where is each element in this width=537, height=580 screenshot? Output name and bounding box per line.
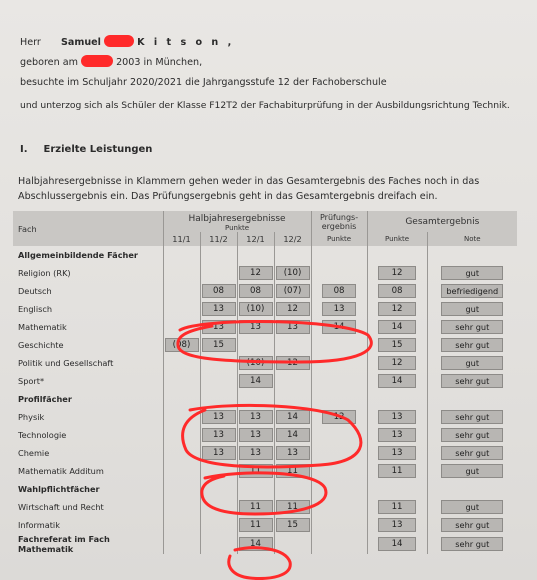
grade-note: sehr gut bbox=[441, 410, 503, 424]
term-grade: 08 bbox=[202, 284, 236, 298]
pruef-punkte-header: Punkte bbox=[311, 232, 367, 246]
table-row bbox=[13, 408, 517, 426]
total-points: 13 bbox=[378, 446, 416, 460]
section-row bbox=[13, 390, 517, 408]
subject-name: Geschichte bbox=[18, 340, 64, 350]
term-header: 11/2 bbox=[200, 232, 237, 246]
redaction-blot bbox=[104, 35, 134, 47]
term-grade: 13 bbox=[239, 320, 273, 334]
term-grade: 11 bbox=[276, 500, 310, 514]
term-grade: 11 bbox=[276, 464, 310, 478]
grade-note: sehr gut bbox=[441, 428, 503, 442]
grade-note: gut bbox=[441, 500, 503, 514]
header-fach: Fach bbox=[18, 223, 37, 234]
term-header: 11/1 bbox=[163, 232, 200, 246]
term-grade: 13 bbox=[202, 410, 236, 424]
total-points: 13 bbox=[378, 518, 416, 532]
total-points: 12 bbox=[378, 356, 416, 370]
subject-name: Religion (RK) bbox=[18, 268, 71, 278]
birth-line: geboren am 2003 in München, bbox=[20, 57, 203, 68]
term-grade: 11 bbox=[239, 518, 273, 532]
total-points: 13 bbox=[378, 428, 416, 442]
note-paragraph-2: Abschlussergebnis ein. Das Prüfungsergebnis geht in das Gesamtergebnis dreifach ein. bbox=[18, 191, 438, 202]
grade-note: sehr gut bbox=[441, 338, 503, 352]
exam-grade: 13 bbox=[322, 302, 356, 316]
term-header: 12/2 bbox=[274, 232, 311, 246]
grade-note: sehr gut bbox=[441, 537, 503, 551]
note-header: Note bbox=[427, 232, 517, 246]
exam-grade: 08 bbox=[322, 284, 356, 298]
term-grade: 13 bbox=[202, 302, 236, 316]
term-grade: 13 bbox=[239, 446, 273, 460]
total-points: 15 bbox=[378, 338, 416, 352]
table-row bbox=[13, 426, 517, 444]
subject-name: Fachreferat im Fach Mathematik bbox=[18, 534, 110, 554]
subject-name: Chemie bbox=[18, 448, 50, 458]
total-points: 12 bbox=[378, 266, 416, 280]
grade-note: sehr gut bbox=[441, 320, 503, 334]
grade-note: sehr gut bbox=[441, 518, 503, 532]
recipient-line bbox=[20, 35, 234, 48]
subject-name: Physik bbox=[18, 412, 45, 422]
total-points: 14 bbox=[378, 537, 416, 551]
section-heading: I. Erzielte Leistungen bbox=[20, 144, 153, 155]
term-grade: 11 bbox=[239, 464, 273, 478]
grade-note: gut bbox=[441, 356, 503, 370]
total-points: 13 bbox=[378, 410, 416, 424]
subject-name: Allgemeinbildende Fächer bbox=[18, 250, 138, 260]
grade-note: gut bbox=[441, 266, 503, 280]
class-line: und unterzog sich als Schüler der Klasse F12T2 der Fachabiturprüfung in der Ausbildungsrichtung Technik. bbox=[20, 100, 510, 111]
term-grade: 13 bbox=[202, 428, 236, 442]
subject-name: Deutsch bbox=[18, 286, 52, 296]
table-row bbox=[13, 498, 517, 516]
term-grade: (10) bbox=[239, 302, 273, 316]
total-points: 14 bbox=[378, 374, 416, 388]
grade-note: befriedigend bbox=[441, 284, 503, 298]
section-row bbox=[13, 480, 517, 498]
table-row bbox=[13, 354, 517, 372]
subject-name: Mathematik Additum bbox=[18, 466, 104, 476]
term-grade: 08 bbox=[239, 284, 273, 298]
term-grade: 15 bbox=[276, 518, 310, 532]
table-row bbox=[13, 282, 517, 300]
grade-note: gut bbox=[441, 464, 503, 478]
last-name: K i t s o n , bbox=[137, 37, 235, 48]
punkte-header: Punkte bbox=[367, 232, 427, 246]
section-row bbox=[13, 246, 517, 264]
term-grade: 13 bbox=[202, 446, 236, 460]
header-gesamt: Gesamtergebnis bbox=[367, 211, 517, 232]
table-row bbox=[13, 444, 517, 462]
total-points: 11 bbox=[378, 464, 416, 478]
table-row bbox=[13, 300, 517, 318]
total-points: 12 bbox=[378, 302, 416, 316]
subject-name: Technologie bbox=[18, 430, 67, 440]
subject-name: Englisch bbox=[18, 304, 53, 314]
term-grade: 13 bbox=[276, 320, 310, 334]
table-row bbox=[13, 372, 517, 390]
total-points: 11 bbox=[378, 500, 416, 514]
subject-name: Sport* bbox=[18, 376, 45, 386]
subject-name: Profilfächer bbox=[18, 394, 72, 404]
term-grade: 13 bbox=[276, 446, 310, 460]
table-row bbox=[13, 534, 517, 554]
term-header: 12/1 bbox=[237, 232, 274, 246]
note-paragraph-1: Halbjahresergebnisse in Klammern gehen weder in das Gesamtergebnis des Faches noch in das bbox=[18, 176, 480, 187]
first-name: Samuel bbox=[60, 37, 101, 48]
exam-grade: 14 bbox=[322, 320, 356, 334]
grade-note: sehr gut bbox=[441, 446, 503, 460]
subject-name: Mathematik bbox=[18, 322, 67, 332]
term-grade: 13 bbox=[202, 320, 236, 334]
school-year-line: besuchte im Schuljahr 2020/2021 die Jahrgangsstufe 12 der Fachoberschule bbox=[20, 77, 387, 88]
term-grade: 12 bbox=[239, 266, 273, 280]
header-pruefung: Prüfungs- ergebnis bbox=[311, 211, 367, 232]
table-row bbox=[13, 462, 517, 480]
herr-label: Herr bbox=[20, 37, 41, 48]
table-row bbox=[13, 516, 517, 534]
table-row bbox=[13, 264, 517, 282]
subject-name: Informatik bbox=[18, 520, 60, 530]
term-grade: (10) bbox=[276, 266, 310, 280]
grade-note: sehr gut bbox=[441, 374, 503, 388]
header-halbjahr: Halbjahresergebnisse Punkte bbox=[163, 211, 311, 232]
term-grade: 14 bbox=[239, 537, 273, 551]
term-grade: 14 bbox=[276, 428, 310, 442]
exam-grade: 12 bbox=[322, 410, 356, 424]
total-points: 08 bbox=[378, 284, 416, 298]
table-row bbox=[13, 336, 517, 354]
subject-name: Wahlpflichtfächer bbox=[18, 484, 100, 494]
term-grade: 12 bbox=[276, 302, 310, 316]
redaction-blot bbox=[81, 55, 113, 67]
term-grade: 13 bbox=[239, 428, 273, 442]
term-grade: 13 bbox=[239, 410, 273, 424]
grades-table bbox=[13, 211, 517, 554]
term-grade: (10) bbox=[239, 356, 273, 370]
term-grade: 12 bbox=[276, 356, 310, 370]
term-grade: 15 bbox=[202, 338, 236, 352]
grade-note: gut bbox=[441, 302, 503, 316]
term-grade: 14 bbox=[276, 410, 310, 424]
term-grade: 11 bbox=[239, 500, 273, 514]
term-grade: 14 bbox=[239, 374, 273, 388]
table-row bbox=[13, 318, 517, 336]
total-points: 14 bbox=[378, 320, 416, 334]
term-grade: (07) bbox=[276, 284, 310, 298]
subject-name: Politik und Gesellschaft bbox=[18, 358, 114, 368]
subject-name: Wirtschaft und Recht bbox=[18, 502, 104, 512]
term-grade: (08) bbox=[165, 338, 199, 352]
